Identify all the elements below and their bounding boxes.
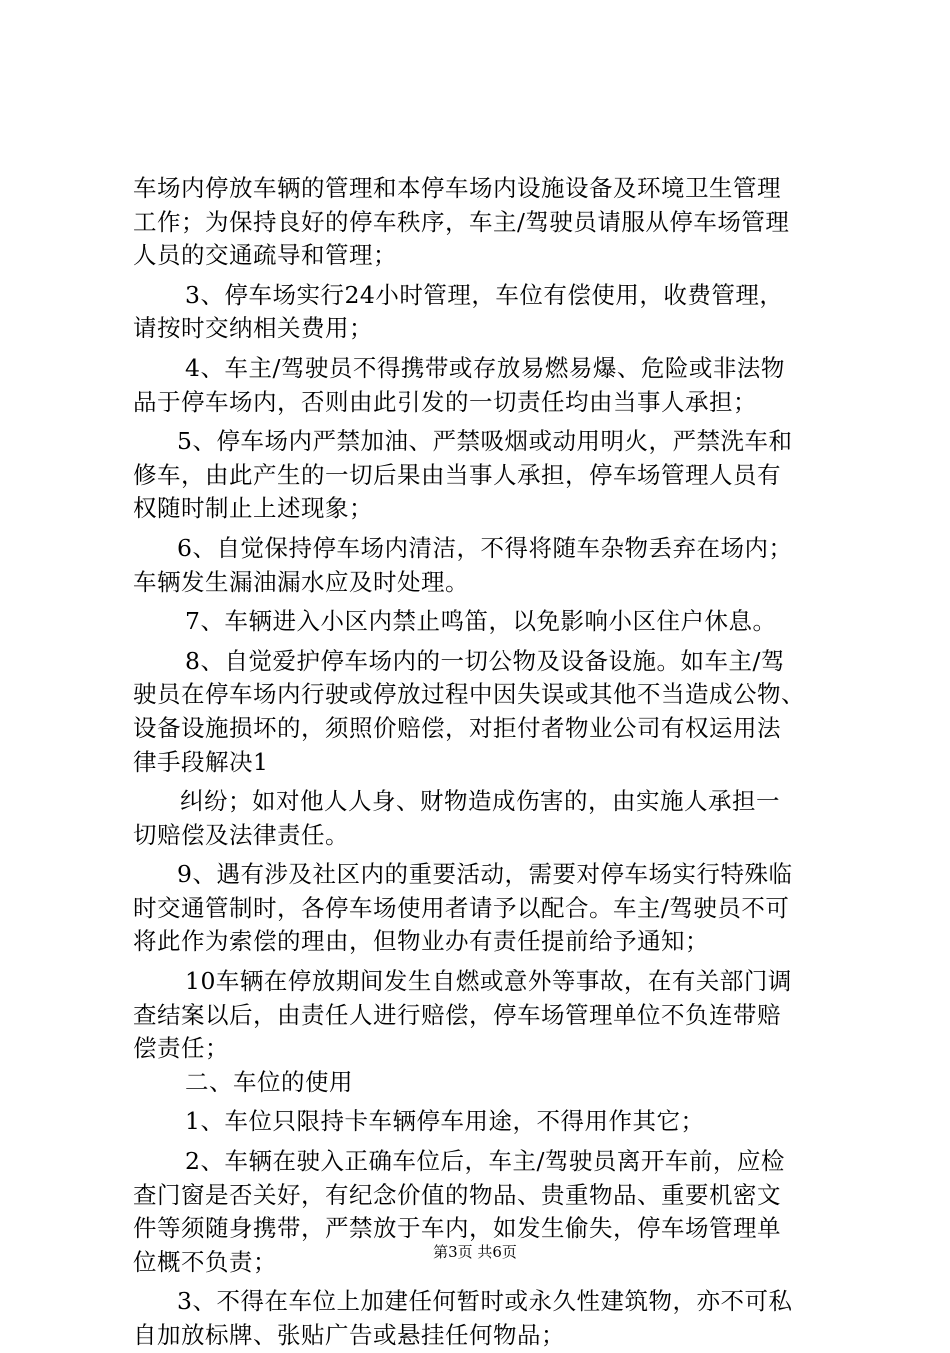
text-line: 查门窗是否关好，有纪念价值的物品、贵重物品、重要机密文	[133, 1180, 781, 1209]
text-line: 偿责任；	[133, 1034, 229, 1063]
text-line: 纠纷；如对他人人身、财物造成伤害的，由实施人承担一	[180, 787, 780, 816]
text-line: 请按时交纳相关费用；	[133, 314, 373, 343]
text-line: 车场内停放车辆的管理和本停车场内设施设备及环境卫生管理	[133, 174, 781, 202]
text-line: 7、车辆进入小区内禁止鸣笛，以免影响小区住户休息。	[185, 607, 777, 636]
text-line: 设备设施损坏的，须照价赔偿，对拒付者物业公司有权运用法	[133, 713, 781, 742]
text-line: 人员的交通疏导和管理；	[133, 241, 397, 270]
page-number-footer: 第3页 共6页	[433, 1243, 517, 1261]
text-line: 3、不得在车位上加建任何暂时或永久性建筑物，亦不可私	[177, 1287, 793, 1316]
text-line: 自加放标牌、张贴广告或悬挂任何物品；	[133, 1321, 565, 1349]
text-line: 6、自觉保持停车场内清洁，不得将随车杂物丢弃在场内；	[177, 533, 793, 562]
section-heading: 二、车位的使用	[185, 1067, 353, 1096]
text-line: 修车，由此产生的一切后果由当事人承担，停车场管理人员有	[133, 460, 781, 489]
text-line: 驶员在停车场内行驶或停放过程中因失误或其他不当造成公物、	[133, 680, 805, 709]
text-line: 9、遇有涉及社区内的重要活动，需要对停车场实行特殊临	[177, 860, 793, 889]
text-line: 10车辆在停放期间发生自燃或意外等事故，在有关部门调	[185, 967, 792, 996]
text-line: 工作；为保持良好的停车秩序，车主/驾驶员请服从停车场管理	[133, 207, 790, 236]
text-line: 8、自觉爱护停车场内的一切公物及设备设施。如车主/驾	[185, 646, 785, 675]
text-line: 2、车辆在驶入正确车位后，车主/驾驶员离开车前，应检	[185, 1147, 785, 1176]
text-line: 4、车主/驾驶员不得携带或存放易燃易爆、危险或非法物	[185, 353, 785, 382]
text-line: 车辆发生漏油漏水应及时处理。	[133, 567, 469, 596]
text-line: 将此作为索偿的理由，但物业办有责任提前给予通知；	[133, 927, 709, 956]
text-line: 品于停车场内，否则由此引发的一切责任均由当事人承担；	[133, 387, 757, 416]
document-body	[133, 172, 833, 1353]
text-line: 时交通管制时，各停车场使用者请予以配合。车主/驾驶员不可	[133, 893, 790, 922]
text-line: 5、停车场内严禁加油、严禁吸烟或动用明火，严禁洗车和	[177, 427, 793, 456]
text-line: 1、车位只限持卡车辆停车用途，不得用作其它；	[185, 1107, 705, 1136]
text-line: 件等须随身携带，严禁放于车内，如发生偷失，停车场管理单	[133, 1214, 781, 1243]
text-line: 切赔偿及法律责任。	[133, 820, 349, 849]
text-line: 查结案以后，由责任人进行赔偿，停车场管理单位不负连带赔	[133, 1000, 781, 1029]
text-line: 权随时制止上述现象；	[133, 494, 373, 523]
text-line: 律手段解决1	[133, 747, 269, 776]
text-line: 位概不负责；	[133, 1247, 277, 1276]
text-line: 3、停车场实行24小时管理，车位有偿使用，收费管理，	[185, 280, 784, 309]
